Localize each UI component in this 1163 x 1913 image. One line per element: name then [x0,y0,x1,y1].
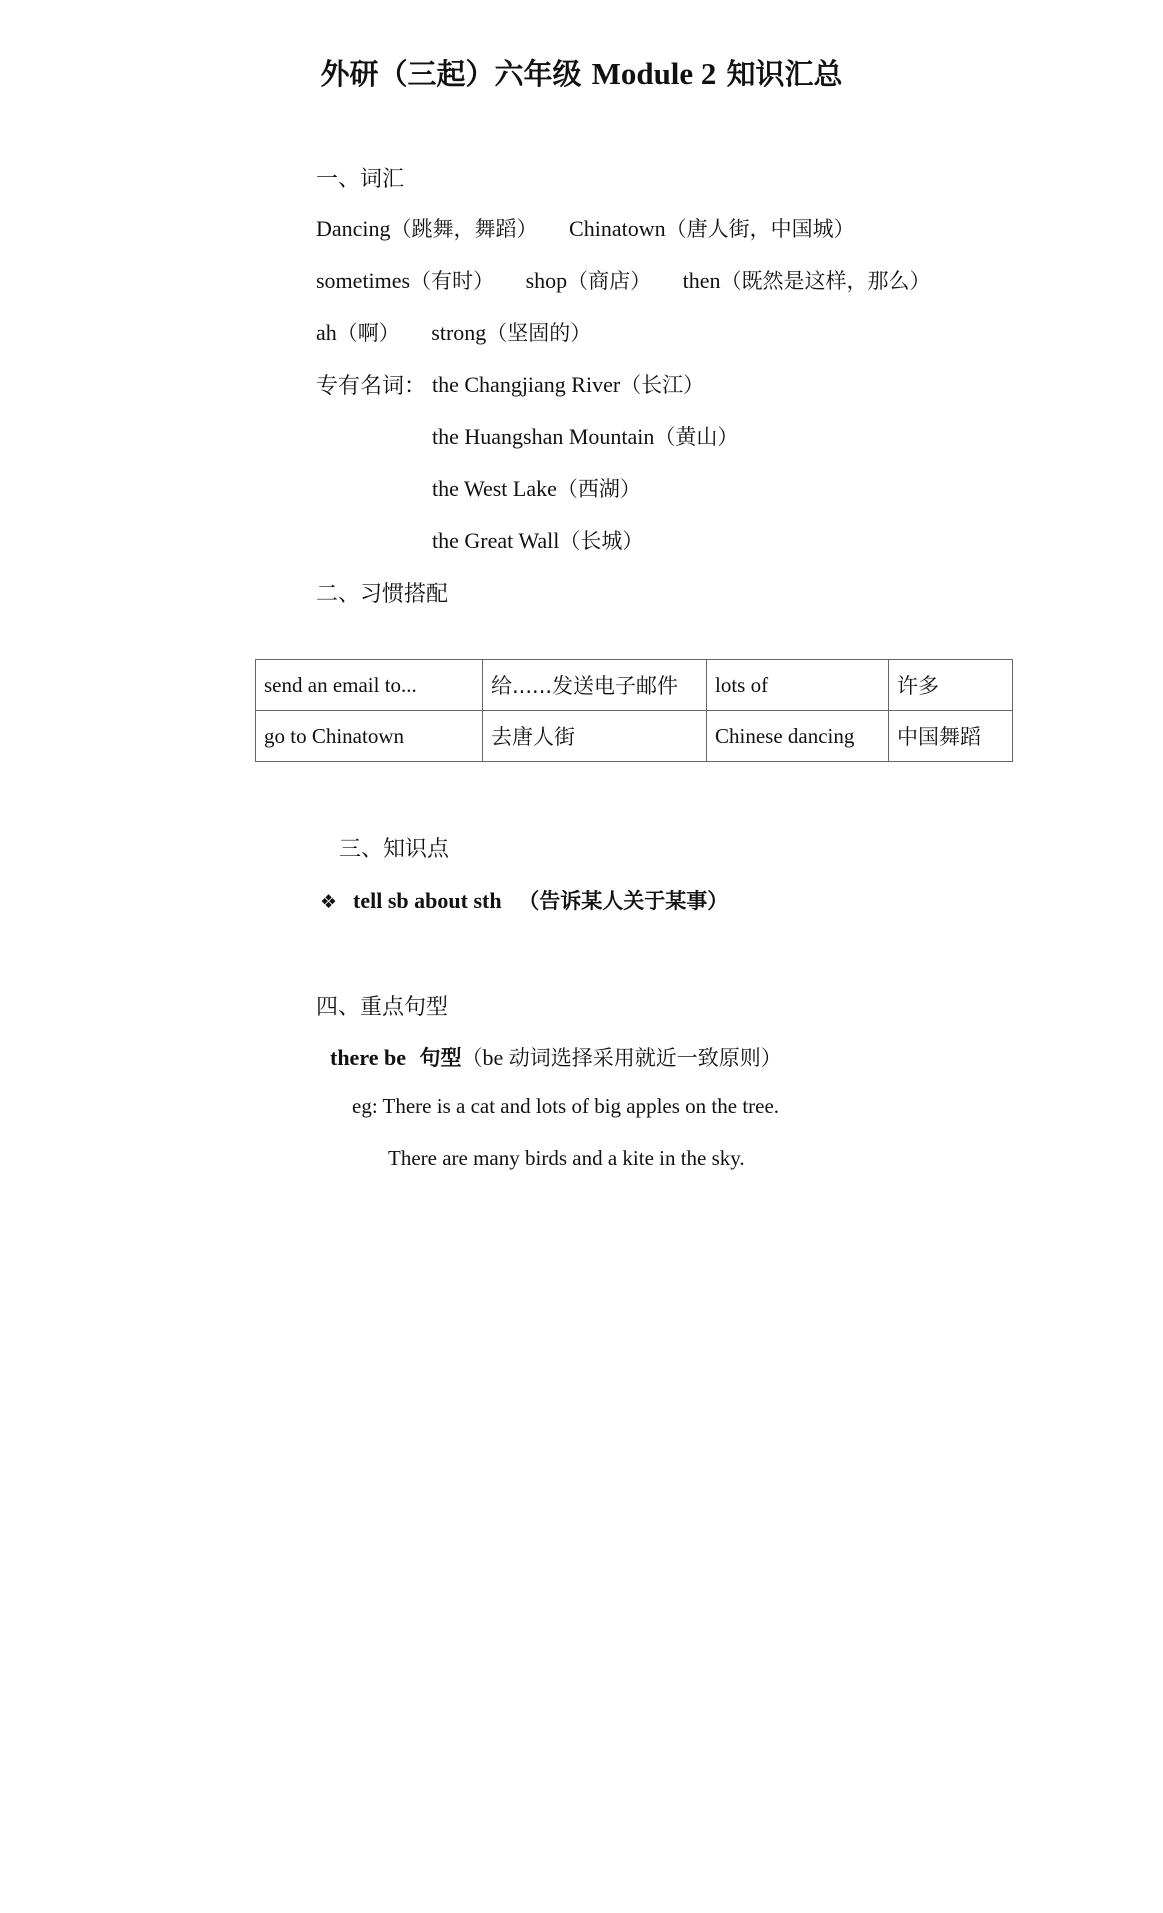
collocation-table [255,659,1013,762]
proper-noun-zh: （黄山） [654,425,739,449]
pattern-note-open: （ [461,1046,483,1070]
point-en: tell sb about sth [353,888,502,913]
pattern-zh: 句型 [419,1046,462,1070]
vocab-meaning: （坚固的） [486,321,592,345]
sentence-pattern [330,1042,782,1072]
proper-noun-en: the Changjiang River [432,372,621,397]
proper-noun-zh: （长城） [559,529,644,553]
proper-noun-en: the Huangshan Mountain [432,424,655,449]
points-heading: 三、知识点 [339,837,450,862]
vocab-heading: 一、词汇 [316,167,405,192]
vocab-word: sometimes [316,268,411,293]
collocation-heading: 二、习惯搭配 [316,582,449,607]
vocab-meaning: （唐人街，中国城） [665,217,855,241]
proper-noun-item [432,421,738,451]
vocab-meaning: （有时） [410,269,495,293]
table-cell: 许多 [889,660,1013,711]
vocab-row-2 [316,265,931,295]
vocab-word: strong [431,320,487,345]
table-row [256,660,1013,711]
point-zh: （告诉某人关于某事） [518,889,729,913]
pattern-note-be: be [482,1045,504,1070]
pattern-en: there be [330,1045,406,1070]
example-sentence-2: There are many birds and a kite in the sky. [388,1146,745,1170]
vocab-word: ah [316,320,337,345]
vocab-row-1 [316,213,855,243]
table-cell: Chinese dancing [707,711,889,762]
table-cell: 给......发送电子邮件 [483,660,707,711]
example-sentence-1: eg: There is a cat and lots of big apples on the tree. [352,1094,780,1118]
vocab-meaning: （商店） [567,269,652,293]
page-title [0,52,1163,93]
vocab-meaning: （啊） [336,321,400,345]
proper-noun-zh: （西湖） [556,477,641,501]
table-cell: 去唐人街 [483,711,707,762]
title-zh-prefix: 外研（三起）六年级 [320,57,582,91]
vocab-word: shop [525,268,568,293]
table-cell: send an email to... [256,660,483,711]
proper-noun-item [432,525,643,555]
pattern-note-rest: 动词选择采用就近一致原则） [508,1046,782,1070]
vocab-word: Chinatown [569,216,666,241]
table-row [256,711,1013,762]
sentences-heading: 四、重点句型 [316,995,449,1020]
title-zh-suffix: 知识汇总 [726,57,843,91]
proper-noun-item [432,369,704,399]
table-cell: 中国舞蹈 [889,711,1013,762]
vocab-meaning: （既然是这样，那么） [720,269,931,293]
proper-noun-zh: （长江） [620,373,705,397]
table-cell: lots of [707,660,889,711]
point-item [320,885,728,915]
table-cell: go to Chinatown [256,711,483,762]
proper-noun-en: the Great Wall [432,528,560,553]
vocab-row-3 [316,317,591,347]
diamond-bullet-icon: ❖ [320,891,338,913]
proper-noun-item [432,473,641,503]
proper-noun-en: the West Lake [432,476,557,501]
title-module: Module 2 [591,56,717,91]
proper-noun-label: 专有名词： [316,374,427,399]
vocab-word: then [682,268,721,293]
vocab-word: Dancing [316,216,391,241]
vocab-meaning: （跳舞，舞蹈） [390,217,538,241]
